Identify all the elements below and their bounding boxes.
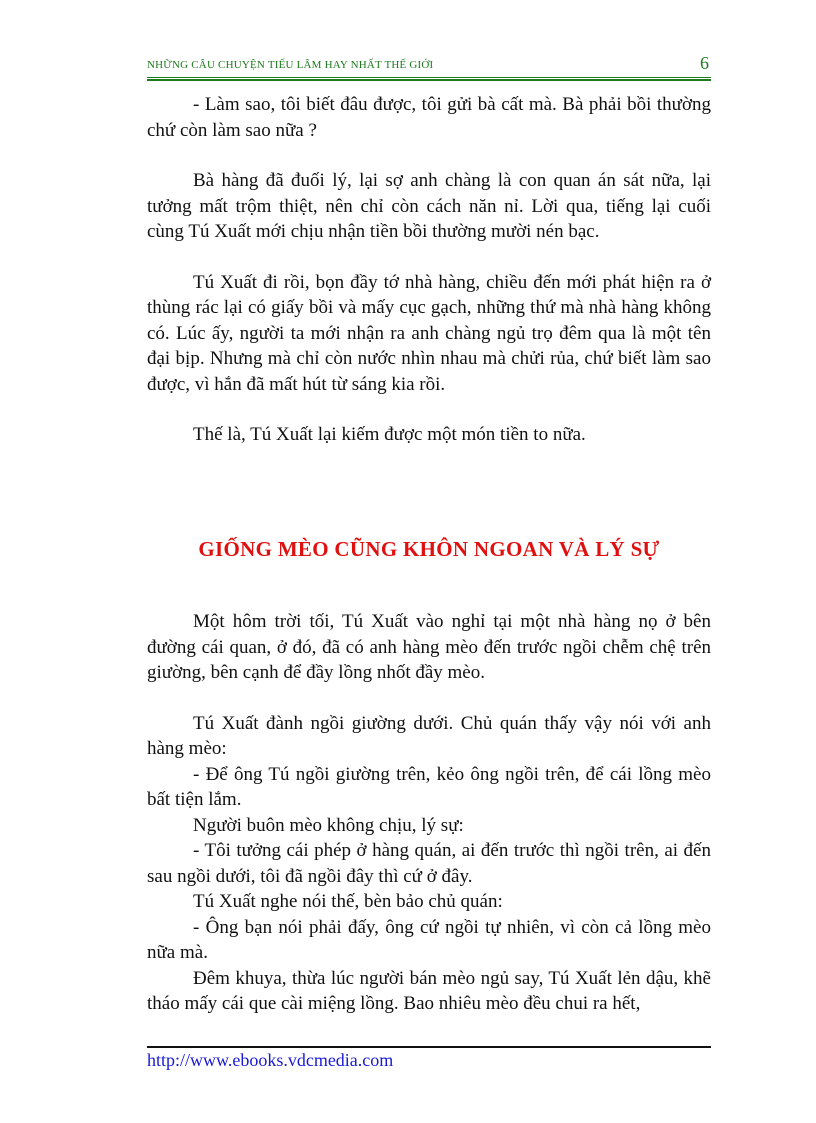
paragraph: Đêm khuya, thừa lúc người bán mèo ngủ say, Tú Xuất lẻn dậu, khẽ tháo mấy cái que cài miệng lồng. Bao nhiêu mèo đều chui ra hết, [147,967,711,1014]
footer-divider [147,1046,711,1048]
paragraph: Tú Xuất đành ngồi giường dưới. Chủ quán thấy vậy nói với anh hàng mèo: [147,712,711,759]
paragraph: - Ông bạn nói phải đấy, ông cứ ngồi tự nhiên, vì còn cả lồng mèo nữa mà. [147,916,711,963]
previous-story-ending [147,92,711,448]
page-number: 6 [700,53,709,73]
paragraph: - Tôi tưởng cái phép ở hàng quán, ai đến trước thì ngồi trên, ai đến sau ngồi dưới, tôi đã ngồi đây thì cứ ở đây. [147,840,711,887]
page-header [147,54,711,76]
paragraph: - Làm sao, tôi biết đâu được, tôi gửi bà cất mà. Bà phải bồi thường chứ còn làm sao nữa ? [147,94,711,141]
paragraph: Một hôm trời tối, Tú Xuất vào nghỉ tại một nhà hàng nọ ở bên đường cái quan, ở đó, đã có anh hàng mèo đến trước ngồi chễm chệ trên giường, bên cạnh để đầy lồng nhốt đầy mèo. [147,611,711,683]
story-body [147,609,711,1017]
paragraph: Tú Xuất đi rồi, bọn đầy tớ nhà hàng, chiều đến mới phát hiện ra ở thùng rác lại có giấy bồi và mấy cục gạch, những thứ mà nhà hàng không có. Lúc ấy, người ta mới nhận ra anh chàng ngủ trọ đêm qua là một tên đại bịp. Nhưng mà chỉ còn nước nhìn nhau mà chửi rủa, chứ biết làm sao được, vì hắn đã mất hút từ sáng kia rồi. [147,271,711,395]
book-title: NHỮNG CÂU CHUYỆN TIẾU LÂM HAY NHẤT THẾ GIỚI [147,59,434,71]
paragraph: - Để ông Tú ngồi giường trên, kẻo ông ngồi trên, để cái lồng mèo bất tiện lắm. [147,763,711,810]
paragraph: Người buôn mèo không chịu, lý sự: [193,814,464,836]
paragraph: Bà hàng đã đuối lý, lại sợ anh chàng là con quan án sát nữa, lại tưởng mất trộm thiệt, nên chỉ còn cách năn nỉ. Lời qua, tiếng lại cuối cùng Tú Xuất mới chịu nhận tiền bồi thường mười nén bạc. [147,170,711,242]
paragraph: Thế là, Tú Xuất lại kiếm được một món tiền to nữa. [193,424,586,445]
story-title: GIỐNG MÈO CŨNG KHÔN NGOAN VÀ LÝ SỰ [198,537,660,561]
paragraph: Tú Xuất nghe nói thế, bèn bảo chủ quán: [193,891,503,912]
header-divider [147,77,711,81]
footer-url-link[interactable]: http://www.ebooks.vdcmedia.com [147,1050,394,1070]
